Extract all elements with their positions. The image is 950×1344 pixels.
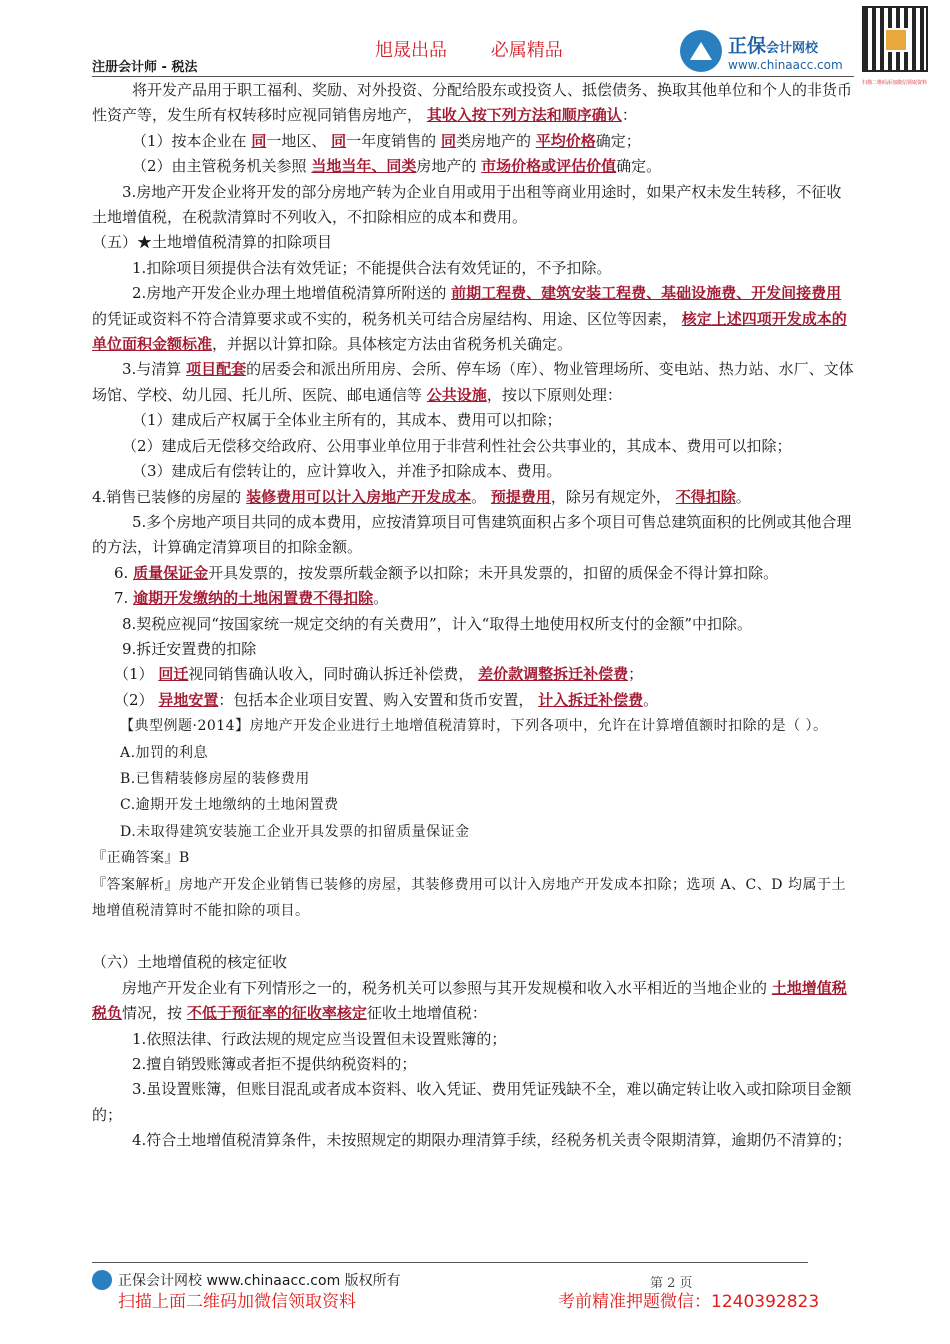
paragraph: （2）建成后无偿移交给政府、公用事业单位用于非营利性社会公共事业的，其成本、费用可以扣除；	[122, 436, 792, 455]
paragraph: 7. 逾期开发缴纳的土地闲置费不得扣除。	[114, 589, 389, 608]
option-c: C.逾期开发土地缴纳的土地闲置费	[120, 797, 339, 814]
section-heading: （六）土地增值税的核定征收	[92, 953, 288, 972]
paragraph: 2.擅自销毁账簿或者拒不提供纳税资料的；	[132, 1055, 417, 1074]
document-body	[92, 78, 856, 1154]
paragraph: （3）建成后有偿转让的，应计算收入，并准予扣除成本、费用。	[132, 462, 562, 481]
paragraph: 3.房地产开发企业将开发的部分房地产转为企业自用或用于出租等商业用途时，如果产权未发生转移，不征收土地增值税，在税款清算时不列收入，不扣除相应的成本和费用。	[92, 182, 842, 227]
paragraph: 4.销售已装修的房屋的 装修费用可以计入房地产开发成本。 预提费用，除另有规定外， 不得扣除。	[92, 487, 751, 506]
paragraph: 8.契税应视同“按国家统一规定交纳的有关费用”，计入“取得土地使用权所支付的金额”中扣除。	[122, 614, 752, 633]
paragraph: 2.房地产开发企业办理土地增值税清算所附送的 前期工程费、建筑安装工程费、基础设施费、开发间接费用的凭证或资料不符合清算要求或不实的，税务机关可结合房屋结构、用途、区位等因素， 核定上述四项开发成本的单位面积金额标准，并据以计算扣除。具体核定方法由省税务机关确定。	[92, 284, 847, 354]
paragraph: （2）由主管税务机关参照 当地当年、同类房地产的 市场价格或评估价值确定。	[132, 157, 662, 176]
paragraph: 3.与清算 项目配套的居委会和派出所用房、会所、停车场（库）、物业管理场所、变电站、热力站、水厂、文体场馆、学校、幼儿园、托儿所、医院、邮电通信等 公共设施，按以下原则处理：	[92, 360, 854, 404]
promo-right: 考前精准押题微信：1240392823	[558, 1292, 820, 1312]
example-question: 【典型例题·2014】房地产开发企业进行土地增值税清算时，下列各项中，允许在计算增值额时扣除的是（ ）。	[120, 718, 828, 735]
option-d: D.未取得建筑安装施工企业开具发票的扣留质量保证金	[120, 823, 470, 840]
paragraph: 1.依照法律、行政法规的规定应当设置但未设置账簿的；	[132, 1029, 507, 1048]
paragraph: 4.符合土地增值税清算条件，未按照规定的期限办理清算手续，经税务机关责令限期清算，逾期仍不清算的；	[132, 1131, 852, 1150]
qr-code-icon	[862, 6, 928, 72]
header-divider	[92, 76, 854, 77]
paragraph: （2） 异地安置：包括本企业项目安置、购入安置和货币安置， 计入拆迁补偿费。	[114, 690, 659, 709]
paragraph: 5.多个房地产项目共同的成本费用，应按清算项目可售建筑面积占多个项目可售总建筑面积的比例或其他合理的方法，计算确定清算项目的扣除金额。	[92, 512, 852, 557]
paragraph: 1.扣除项目须提供合法有效凭证；不能提供合法有效凭证的，不予扣除。	[132, 258, 612, 277]
paragraph: （1） 回迁视同销售确认收入，同时确认拆迁补偿费， 差价款调整拆迁补偿费；	[114, 665, 644, 684]
option-b: B.已售精装修房屋的装修费用	[120, 770, 310, 787]
slogan-left: 旭晟出品	[375, 40, 447, 61]
paragraph: 将开发产品用于职工福利、奖励、对外投资、分配给股东或投资人、抵偿债务、换取其他单位和个人的非货币性资产等，发生所有权转移时应视同销售房地产， 其收入按下列方法和顺序确认：	[92, 81, 853, 125]
paragraph: （1）建成后产权属于全体业主所有的，其成本、费用可以扣除；	[132, 411, 562, 430]
course-title: 注册会计师 - 税法	[92, 60, 198, 75]
promo-left: 扫描上面二维码加微信领取资料	[118, 1292, 356, 1312]
answer-analysis: 『答案解析』房地产开发企业销售已装修的房屋，其装修费用可以计入房地产开发成本扣除；选项 A、C、D 均属于土地增值税清算时不能扣除的项目。	[92, 876, 846, 919]
slogan-right: 必属精品	[490, 40, 563, 61]
logo-url[interactable]: www.chinaacc.com	[728, 57, 843, 72]
paragraph: 房地产开发企业有下列情形之一的，税务机关可以参照与其开发规模和收入水平相近的当地企业的 土地增值税税负情况，按 不低于预征率的征收率核定征收土地增值税：	[92, 978, 847, 1023]
footer-divider	[92, 1262, 808, 1263]
brand-logo[interactable]	[680, 30, 843, 72]
paragraph: 9.拆迁安置费的扣除	[122, 639, 257, 658]
logo-name: 正保	[728, 34, 767, 57]
paragraph: （1）按本企业在 同一地区、 同一年度销售的 同类房地产的 平均价格确定；	[132, 131, 641, 150]
logo-sub: 会计网校	[766, 40, 819, 56]
qr-caption: 扫描二维码添加微信领取资料	[862, 80, 928, 86]
correct-answer: 『正确答案』B	[92, 850, 190, 867]
footer-copyright: 正保会计网校 www.chinaacc.com 版权所有	[92, 1270, 401, 1290]
paragraph: 6. 质量保证金开具发票的，按发票所载金额予以扣除；未开具发票的，扣留的质保金不得计算扣除。	[114, 563, 779, 582]
header-slogans	[375, 36, 601, 62]
section-heading: （五）★土地增值税清算的扣除项目	[92, 233, 333, 252]
page-number: 第 2 页	[650, 1276, 693, 1291]
logo-icon	[680, 30, 722, 72]
paragraph: 3.虽设置账簿，但账目混乱或者成本资料、收入凭证、费用凭证残缺不全，难以确定转让收入或扣除项目金额的；	[92, 1080, 852, 1124]
footer-logo-icon	[92, 1270, 112, 1290]
option-a: A.加罚的利息	[120, 744, 209, 761]
